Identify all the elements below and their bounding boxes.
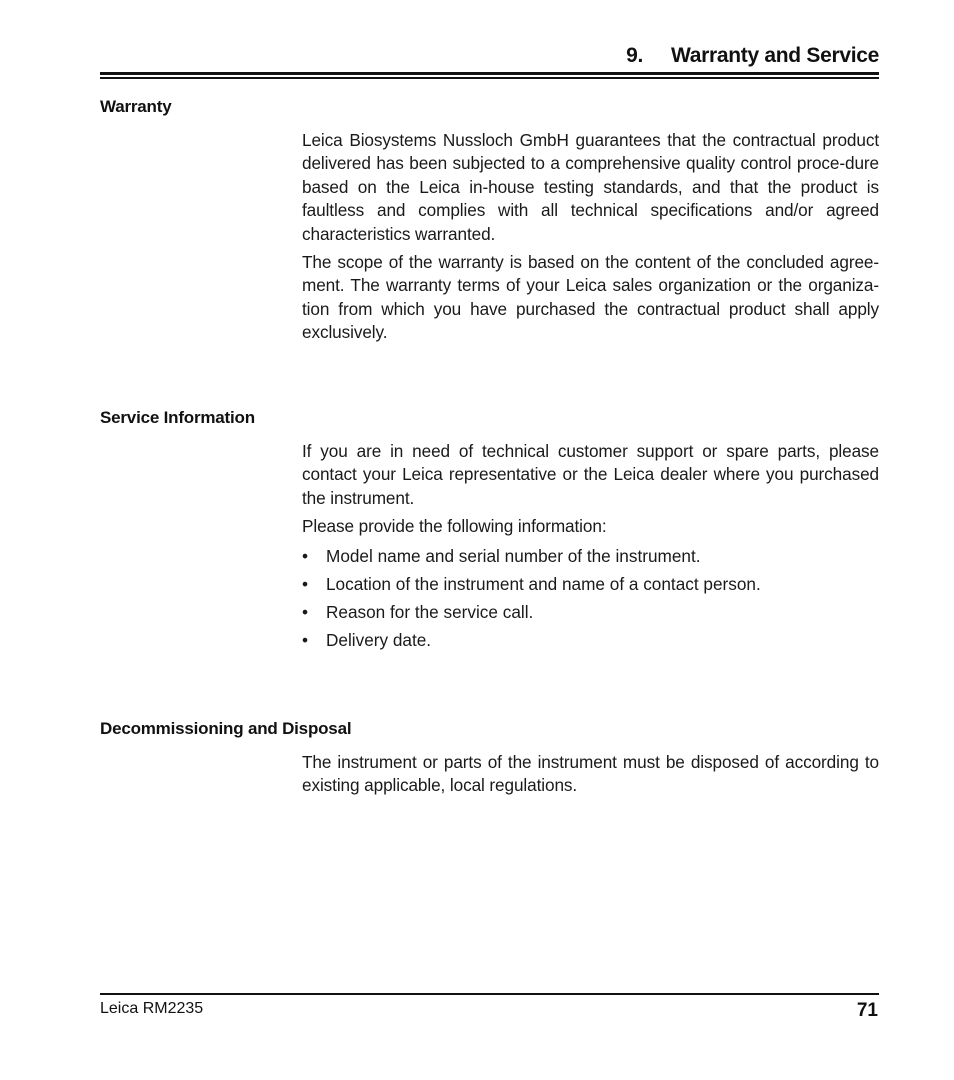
warranty-paragraph: Leica Biosystems Nussloch GmbH guarantees that the contractual product delivered has been subjected to a comprehensive quality control proce-dure based on the Leica in-house testing standards, and that the product is faultless and complies with all technical specifications and/or agreed characteristics warranted. bbox=[302, 130, 879, 244]
page-number: 71 bbox=[856, 1000, 878, 1021]
list-item: • Location of the instrument and name of a contact person. bbox=[302, 573, 879, 596]
footer-rule bbox=[100, 993, 879, 995]
bullet-icon: • bbox=[302, 573, 309, 594]
chapter-number: 9. bbox=[626, 44, 644, 67]
bullet-icon: • bbox=[302, 602, 309, 623]
header-rule-thin bbox=[100, 77, 879, 79]
list-item: • Delivery date. bbox=[302, 629, 879, 652]
list-item: • Model name and serial number of the instrument. bbox=[302, 545, 879, 568]
disposal-heading: Decommissioning and Disposal bbox=[100, 719, 352, 738]
service-info-list bbox=[302, 545, 879, 653]
list-item: • Reason for the service call. bbox=[302, 601, 879, 624]
service-paragraph: If you are in need of technical customer support or spare parts, please contact your Leica representative or the Leica dealer where you purchased the instrument. bbox=[302, 441, 879, 508]
bullet-icon: • bbox=[302, 630, 309, 651]
chapter-title: Warranty and Service bbox=[671, 44, 879, 67]
warranty-heading: Warranty bbox=[100, 97, 172, 116]
chapter-header bbox=[100, 44, 879, 68]
warranty-paragraph: The scope of the warranty is based on the content of the concluded agree-ment. The warranty terms of your Leica sales organization or the organiza-tion from which you have purchased the contractual product shall apply exclusively. bbox=[302, 252, 879, 343]
service-body bbox=[302, 440, 879, 657]
disposal-paragraph: The instrument or parts of the instrument must be disposed of according to existing applicable, local regulations. bbox=[302, 752, 879, 796]
service-paragraph: Please provide the following information: bbox=[302, 516, 607, 537]
disposal-body bbox=[302, 751, 879, 803]
header-rule-thick bbox=[100, 72, 879, 75]
warranty-body bbox=[302, 129, 879, 350]
footer-model: Leica RM2235 bbox=[100, 1000, 204, 1017]
service-heading: Service Information bbox=[100, 408, 255, 427]
bullet-icon: • bbox=[302, 545, 309, 566]
